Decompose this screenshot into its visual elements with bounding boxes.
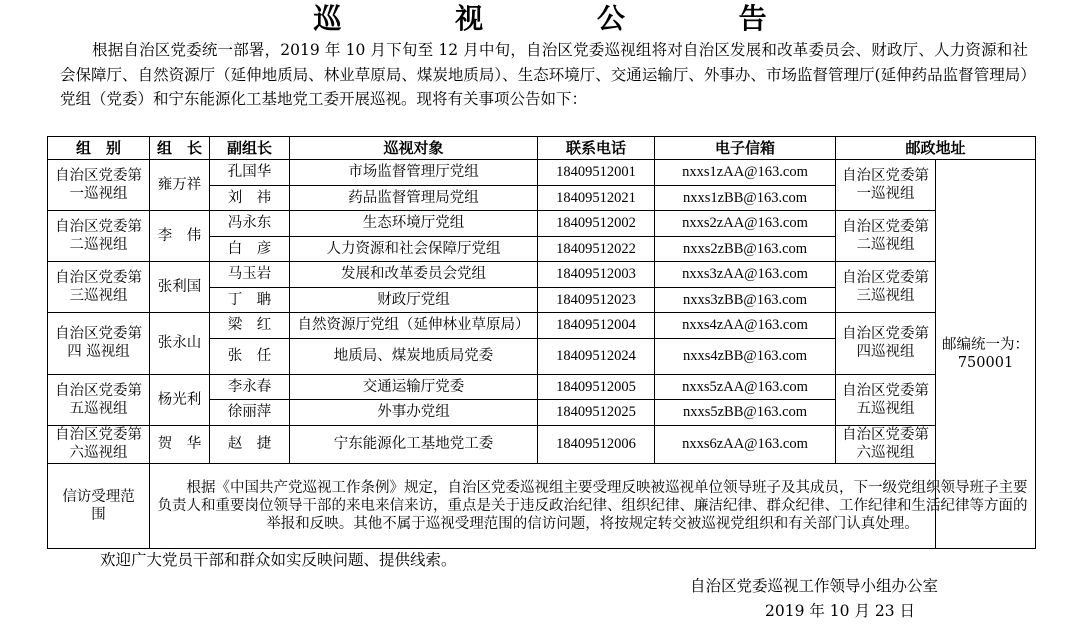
table-row xyxy=(48,425,1036,463)
contact-email: nxxs4zBB@163.com xyxy=(655,338,836,374)
group-leader: 贺 华 xyxy=(150,425,210,463)
postal-address: 自治区党委第五巡视组 xyxy=(836,374,936,425)
group-leader: 李 伟 xyxy=(150,211,210,262)
inspection-target: 发展和改革委员会党组 xyxy=(290,262,538,288)
table-row xyxy=(48,374,1036,400)
group-name: 自治区党委第四 巡视组 xyxy=(48,313,150,375)
inspection-target: 人力资源和社会保障厅党组 xyxy=(290,236,538,262)
postcode: 邮编统一为：750001 xyxy=(936,160,1036,549)
contact-phone: 18409512003 xyxy=(538,262,655,288)
contact-email: nxxs3zAA@163.com xyxy=(655,262,836,288)
table-row xyxy=(48,313,1036,339)
page-title: 巡 视 公 告 xyxy=(313,2,819,35)
deputy-leader: 白 彦 xyxy=(210,236,290,262)
deputy-leader: 赵 捷 xyxy=(210,425,290,463)
header-deputy: 副组长 xyxy=(210,137,290,160)
group-leader: 雍万祥 xyxy=(150,160,210,211)
contact-email: nxxs4zAA@163.com xyxy=(655,313,836,339)
postal-address: 自治区党委第二巡视组 xyxy=(836,211,936,262)
contact-email: nxxs3zBB@163.com xyxy=(655,287,836,313)
contact-phone: 18409512004 xyxy=(538,313,655,339)
scope-row xyxy=(48,463,1036,548)
inspection-target: 外事办党组 xyxy=(290,400,538,426)
header-address: 邮政地址 xyxy=(836,137,1036,160)
contact-email: nxxs5zAA@163.com xyxy=(655,374,836,400)
group-name: 自治区党委第三巡视组 xyxy=(48,262,150,313)
group-leader: 杨光利 xyxy=(150,374,210,425)
signer: 自治区党委巡视工作领导小组办公室 xyxy=(690,577,939,595)
group-name: 自治区党委第一巡视组 xyxy=(48,160,150,211)
header-target: 巡视对象 xyxy=(290,137,538,160)
inspection-target: 宁东能源化工基地党工委 xyxy=(290,425,538,463)
table-row xyxy=(48,211,1036,237)
scope-label: 信访受理范 围 xyxy=(48,463,150,548)
inspection-target: 交通运输厅党委 xyxy=(290,374,538,400)
inspection-target: 市场监督管理厅党组 xyxy=(290,160,538,186)
contact-phone: 18409512021 xyxy=(538,185,655,211)
header-row xyxy=(48,137,1036,160)
intro-text: 根据自治区党委统一部署，2019 年 10 月下旬至 12 月中旬，自治区党委巡视组将对自治区发展和改革委员会、财政厅、人力资源和社会保障厅、自然资源厅（延伸地质局、林业草原局、煤炭地质局）、生态环境厅、交通运输厅、外事办、市场监督管理厅(延伸药品监督管理局）党组（党委）和宁东能源化工基地党工委开展巡视。现将有关事项公告如下： xyxy=(60,41,1028,108)
contact-email: nxxs2zAA@163.com xyxy=(655,211,836,237)
contact-phone: 18409512022 xyxy=(538,236,655,262)
inspection-target: 生态环境厅党组 xyxy=(290,211,538,237)
intro-paragraph xyxy=(60,38,1028,112)
group-leader: 张永山 xyxy=(150,313,210,375)
group-name: 自治区党委第六巡视组 xyxy=(48,425,150,463)
header-phone: 联系电话 xyxy=(538,137,655,160)
header-leader: 组 长 xyxy=(150,137,210,160)
deputy-leader: 徐丽萍 xyxy=(210,400,290,426)
deputy-leader: 丁 聃 xyxy=(210,287,290,313)
contact-phone: 18409512024 xyxy=(538,338,655,374)
header-group: 组 别 xyxy=(48,137,150,160)
scope-text-cell xyxy=(150,463,1036,548)
header-email: 电子信箱 xyxy=(655,137,836,160)
contact-phone: 18409512005 xyxy=(538,374,655,400)
contact-phone: 18409512006 xyxy=(538,425,655,463)
contact-email: nxxs5zBB@163.com xyxy=(655,400,836,426)
inspection-target: 地质局、煤炭地质局党委 xyxy=(290,338,538,374)
postal-address: 自治区党委第四巡视组 xyxy=(836,313,936,375)
deputy-leader: 孔国华 xyxy=(210,160,290,186)
inspection-target: 自然资源厅党组（延伸林业草原局） xyxy=(290,313,538,339)
contact-phone: 18409512001 xyxy=(538,160,655,186)
postal-address: 自治区党委第一巡视组 xyxy=(836,160,936,211)
inspection-target: 药品监督管理局党组 xyxy=(290,185,538,211)
sign-date: 2019 年 10 月 23 日 xyxy=(765,602,916,620)
inspection-target: 财政厅党组 xyxy=(290,287,538,313)
deputy-leader: 梁 红 xyxy=(210,313,290,339)
postal-address: 自治区党委第三巡视组 xyxy=(836,262,936,313)
contact-phone: 18409512023 xyxy=(538,287,655,313)
inspection-table xyxy=(47,136,1036,549)
contact-email: nxxs1zAA@163.com xyxy=(655,160,836,186)
group-name: 自治区党委第五巡视组 xyxy=(48,374,150,425)
deputy-leader: 李永春 xyxy=(210,374,290,400)
contact-email: nxxs1zBB@163.com xyxy=(655,185,836,211)
scope-text: 根据《中国共产党巡视工作条例》规定，自治区党委巡视组主要受理反映被巡视单位领导班子及其成员，下一级党组织领导班子主要负责人和重要岗位领导干部的来电来信来访，重点是关于违反政治纪律、组织纪律、廉洁纪律、群众纪律、工作纪律和生活纪律等方面的举报和反映。其他不属于巡视受理范围的信访问题，将按规定转交被巡视党组织和有关部门认真处理。 xyxy=(157,479,1028,532)
group-leader: 张利国 xyxy=(150,262,210,313)
postal-address: 自治区党委第六巡视组 xyxy=(836,425,936,463)
contact-phone: 18409512002 xyxy=(538,211,655,237)
table-row xyxy=(48,262,1036,288)
deputy-leader: 冯永东 xyxy=(210,211,290,237)
deputy-leader: 张 任 xyxy=(210,338,290,374)
contact-email: nxxs2zBB@163.com xyxy=(655,236,836,262)
welcome-text: 欢迎广大党员干部和群众如实反映问题、提供线索。 xyxy=(100,551,457,569)
deputy-leader: 刘 祎 xyxy=(210,185,290,211)
table-row xyxy=(48,160,1036,186)
contact-email: nxxs6zAA@163.com xyxy=(655,425,836,463)
deputy-leader: 马玉岩 xyxy=(210,262,290,288)
group-name: 自治区党委第二巡视组 xyxy=(48,211,150,262)
contact-phone: 18409512025 xyxy=(538,400,655,426)
